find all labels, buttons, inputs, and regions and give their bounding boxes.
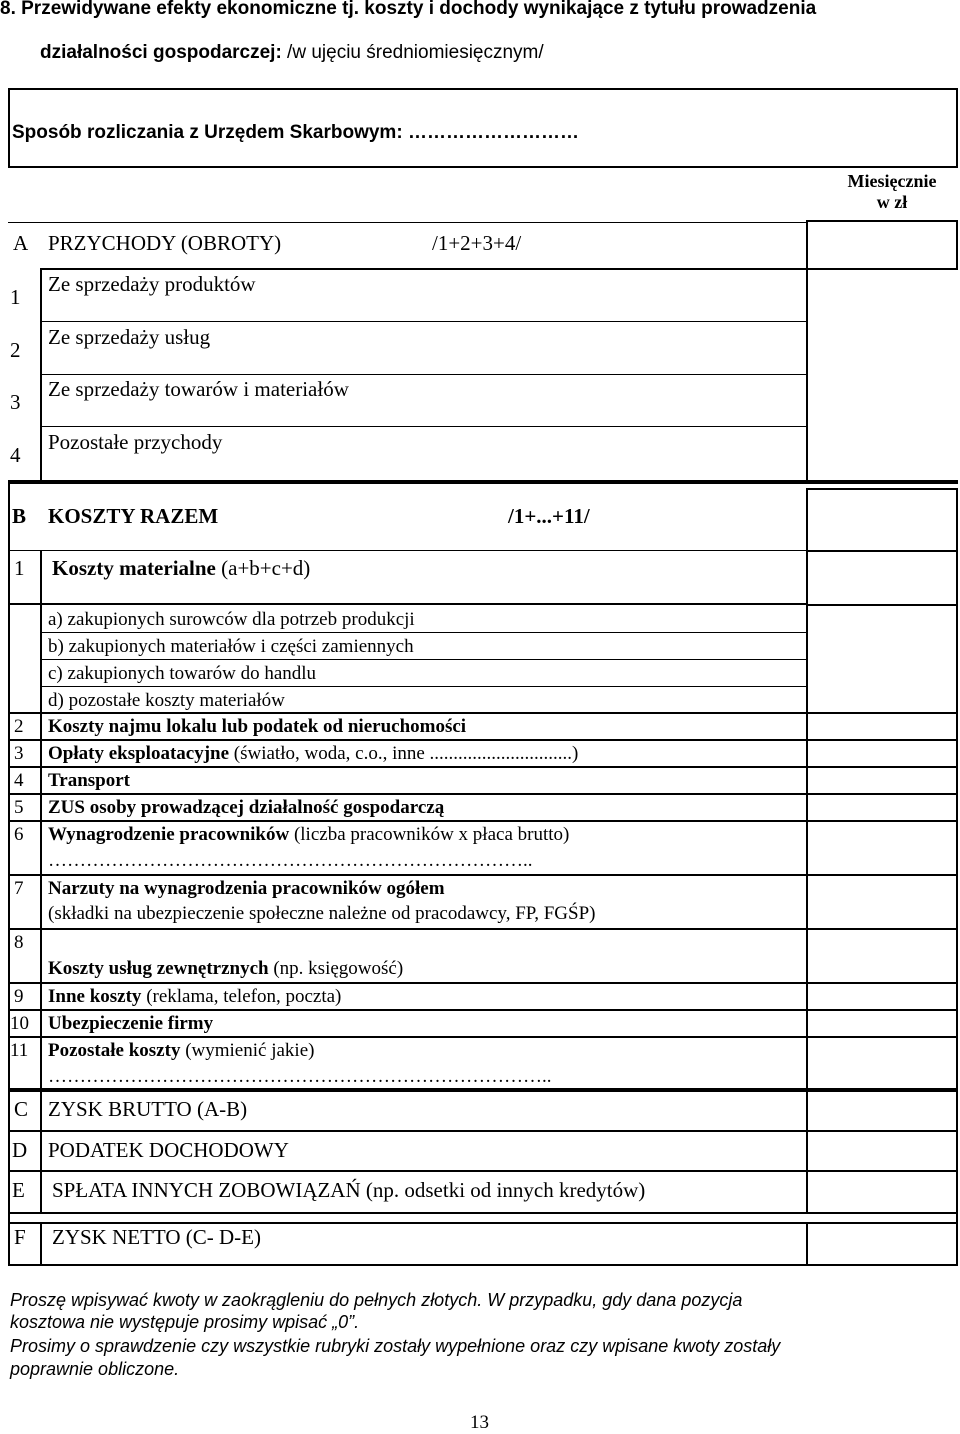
row-label: Transport — [48, 770, 130, 791]
subitem: d) pozostałe koszty materiałów — [48, 690, 285, 711]
row-label: Ubezpieczenie firmy — [48, 1013, 214, 1034]
row-num: 9 — [14, 986, 24, 1007]
footnote-line: poprawnie obliczone. — [10, 1359, 180, 1379]
fill-dots: …………………………………………………………………….. — [48, 1066, 552, 1087]
row-num: 2 — [14, 716, 24, 737]
row-num: 4 — [14, 770, 24, 791]
row-letter: F — [14, 1225, 26, 1249]
row-num: 5 — [14, 797, 24, 818]
amount-cell-f[interactable] — [808, 1224, 956, 1264]
fill-dots: ………………………………………………………………….. — [48, 850, 533, 871]
other-liabilities-label: SPŁATA INNYCH ZOBOWIĄZAŃ (np. odsetki od innych kredytów) — [52, 1178, 646, 1202]
row-label: Inne koszty (reklama, telefon, poczta) — [48, 986, 342, 1007]
revenue-formula: /1+2+3+4/ — [432, 231, 522, 255]
amount-cell-d[interactable] — [808, 1132, 956, 1170]
revenue-title: PRZYCHODY (OBROTY) — [48, 231, 282, 255]
row-num: 7 — [14, 878, 24, 899]
row-label: Koszty usług zewnętrznych (np. księgowość) — [48, 958, 404, 979]
row-num: 4 — [10, 443, 21, 467]
costs-formula: /1+...+11/ — [508, 504, 590, 528]
row-label-line2: (składki na ubezpieczenie społeczne należne od pracodawcy, FP, FGŚP) — [48, 903, 596, 924]
page-number: 13 — [470, 1412, 489, 1433]
row-letter: B — [12, 504, 27, 528]
amount-cell-b1[interactable] — [806, 550, 958, 606]
footnote-line: kosztowa nie występuje prosimy wpisać „0”. — [10, 1312, 360, 1332]
footnote-line: Proszę wpisywać kwoty w zaokrągleniu do pełnych złotych. W przypadku, gdy dana pozycja — [10, 1290, 743, 1310]
gross-profit-label: ZYSK BRUTTO (A-B) — [48, 1097, 248, 1121]
amount-cell-e[interactable] — [808, 1172, 956, 1212]
column-header: Miesięcznie w zł — [847, 171, 937, 212]
row-label: Wynagrodzenie pracowników (liczba pracowników x płaca brutto) — [48, 824, 570, 845]
row-label: Koszty najmu lokalu lub podatek od nieruchomości — [48, 716, 467, 737]
costs-title: KOSZTY RAZEM — [48, 504, 219, 528]
section-heading-line2: działalności gospodarczej: /w ujęciu średniomiesięcznym/ — [40, 42, 544, 63]
subitem: c) zakupionych towarów do handlu — [48, 663, 317, 684]
row-letter: A — [13, 231, 29, 255]
row-letter: D — [12, 1138, 28, 1162]
row-num: 1 — [14, 556, 25, 580]
subitem: b) zakupionych materiałów i części zamiennych — [48, 636, 414, 657]
footnote-line: Prosimy o sprawdzenie czy wszystkie rubryki zostały wypełnione oraz czy wpisane kwoty zostały — [10, 1336, 781, 1356]
row-label: Narzuty na wynagrodzenia pracowników ogółem — [48, 878, 445, 899]
subitem: a) zakupionych surowców dla potrzeb produkcji — [48, 609, 415, 630]
row-num: 10 — [10, 1013, 29, 1034]
row-label: Pozostałe koszty (wymienić jakie) — [48, 1040, 315, 1061]
row-label: Opłaty eksploatacyjne (światło, woda, c.o., inne ..............................) — [48, 743, 579, 764]
amount-cell-b[interactable] — [806, 488, 958, 552]
row-label: Ze sprzedaży usług — [48, 325, 211, 349]
row-num: 3 — [14, 743, 24, 764]
row-num: 8 — [14, 932, 24, 953]
row-label: Ze sprzedaży towarów i materiałów — [48, 377, 349, 401]
row-num: 3 — [10, 390, 21, 414]
net-profit-label: ZYSK NETTO (C- D-E) — [52, 1225, 261, 1249]
income-tax-label: PODATEK DOCHODOWY — [48, 1138, 289, 1162]
row-label: Pozostałe przychody — [48, 430, 223, 454]
amount-cell-a[interactable] — [806, 220, 958, 270]
row-letter: C — [14, 1097, 29, 1121]
row-num: 11 — [10, 1040, 29, 1061]
tax-method-label: Sposób rozliczania z Urzędem Skarbowym: ……………………… — [12, 122, 579, 143]
amount-cell-c[interactable] — [808, 1092, 956, 1130]
row-num: 6 — [14, 824, 24, 845]
section-heading: 8. Przewidywane efekty ekonomiczne tj. koszty i dochody wynikające z tytułu prowadzenia — [0, 0, 817, 19]
row-label: Ze sprzedaży produktów — [48, 272, 256, 296]
row-label: ZUS osoby prowadzącej działalność gospodarczą — [48, 797, 445, 818]
row-num: 2 — [10, 338, 21, 362]
row-num: 1 — [10, 285, 21, 309]
row-label: Koszty materialne (a+b+c+d) — [52, 556, 311, 580]
row-letter: E — [12, 1178, 25, 1202]
